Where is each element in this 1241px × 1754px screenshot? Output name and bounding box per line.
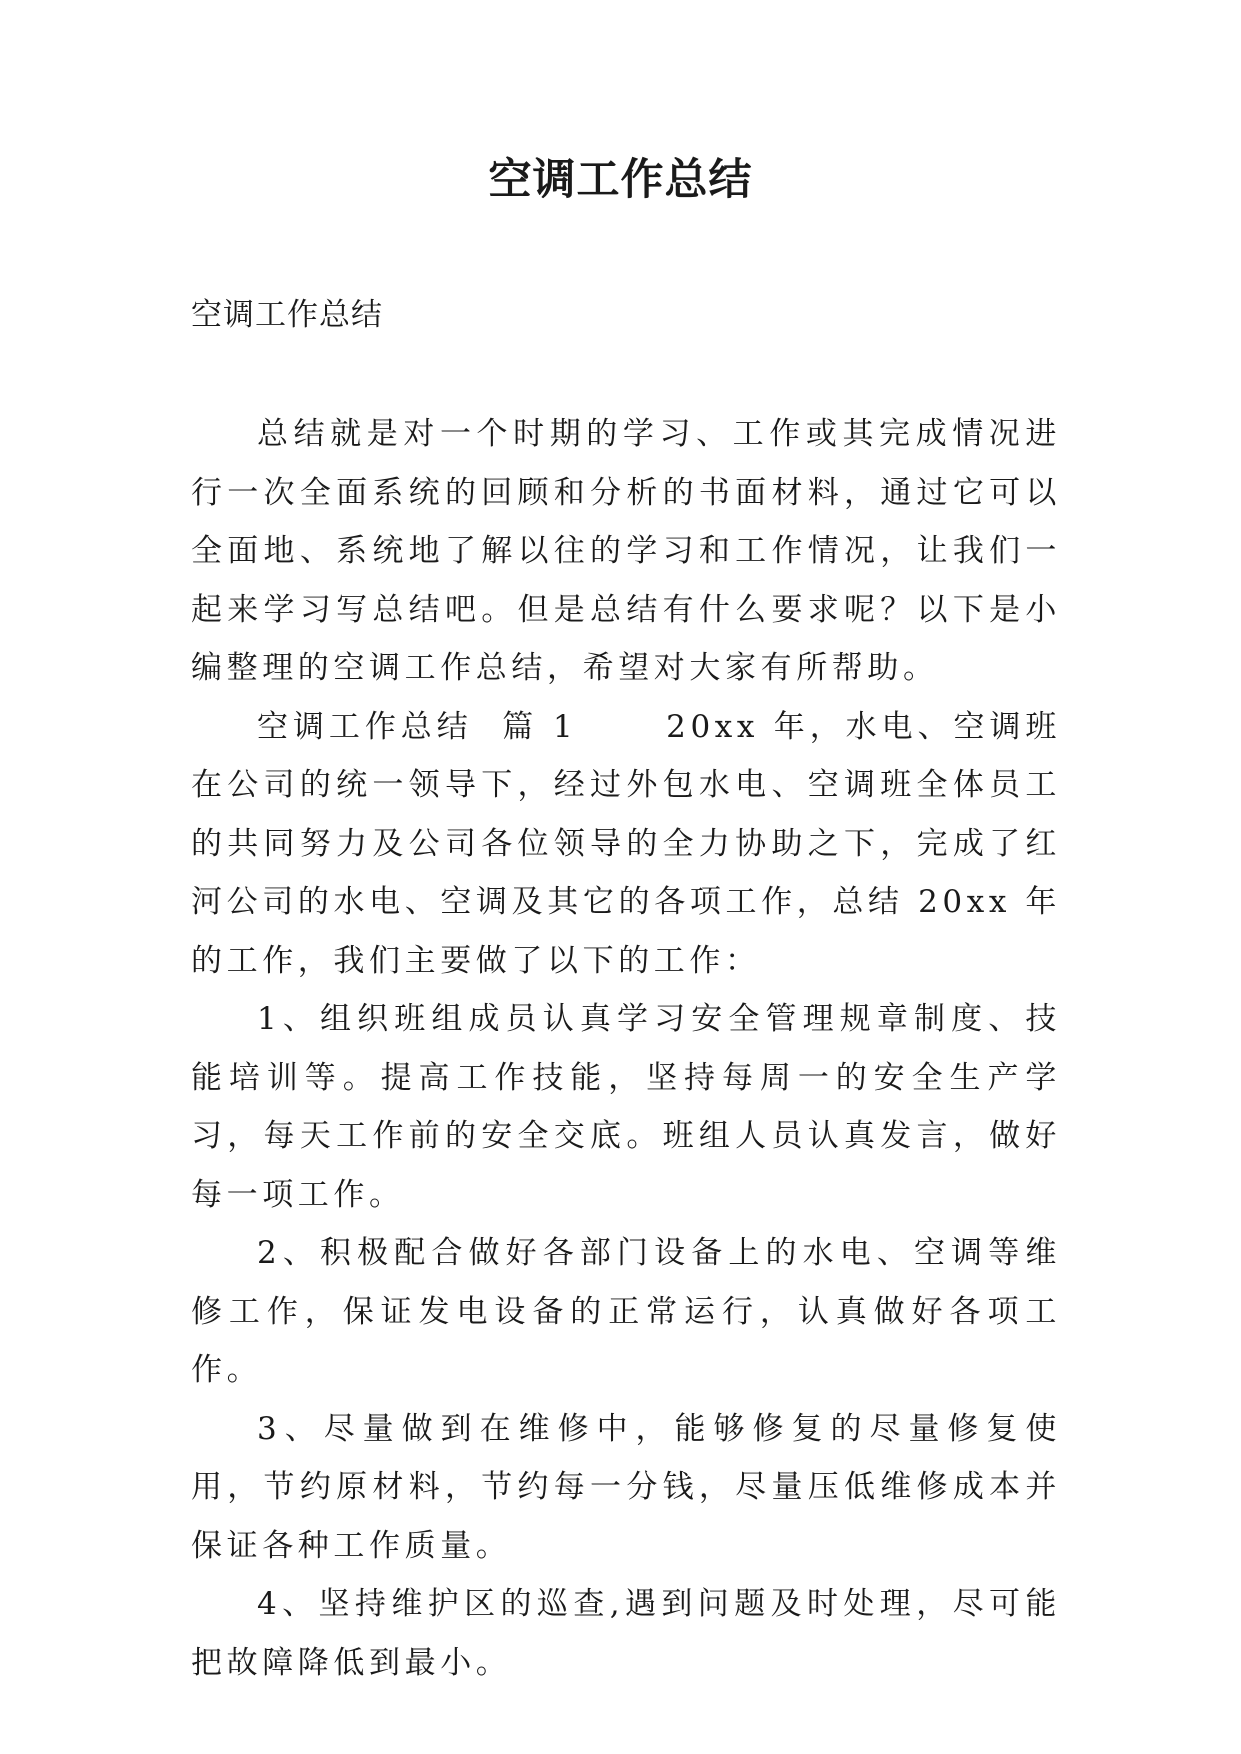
document-subtitle: 空调工作总结 (191, 297, 383, 333)
list-item-4: 4、坚持维护区的巡查,遇到问题及时处理，尽可能把故障降低到最小。 (191, 1586, 1061, 1681)
document-body (191, 405, 1061, 1692)
section-paragraph: 空调工作总结 篇 1 20xx 年，水电、空调班在公司的统一领导下，经过外包水电、空调班全体员工的共同努力及公司各位领导的全力协助之下，完成了红河公司的水电、空调及其它的各项工作，总结 20xx 年的工作，我们主要做了以下的工作： (191, 708, 1061, 979)
list-item-2: 2、积极配合做好各部门设备上的水电、空调等维修工作，保证发电设备的正常运行，认真做好各项工作。 (191, 1235, 1061, 1388)
intro-paragraph: 总结就是对一个时期的学习、工作或其完成情况进行一次全面系统的回顾和分析的书面材料，通过它可以全面地、系统地了解以往的学习和工作情况，让我们一起来学习写总结吧。但是总结有什么要求呢？以下是小编整理的空调工作总结，希望对大家有所帮助。 (191, 416, 1061, 686)
list-item-1: 1、组织班组成员认真学习安全管理规章制度、技能培训等。提高工作技能，坚持每周一的安全生产学习，每天工作前的安全交底。班组人员认真发言，做好每一项工作。 (191, 1001, 1061, 1213)
document-title: 空调工作总结 (488, 155, 753, 205)
list-item-3: 3、尽量做到在维修中，能够修复的尽量修复使用，节约原材料，节约每一分钱，尽量压低维修成本并保证各种工作质量。 (191, 1410, 1061, 1564)
